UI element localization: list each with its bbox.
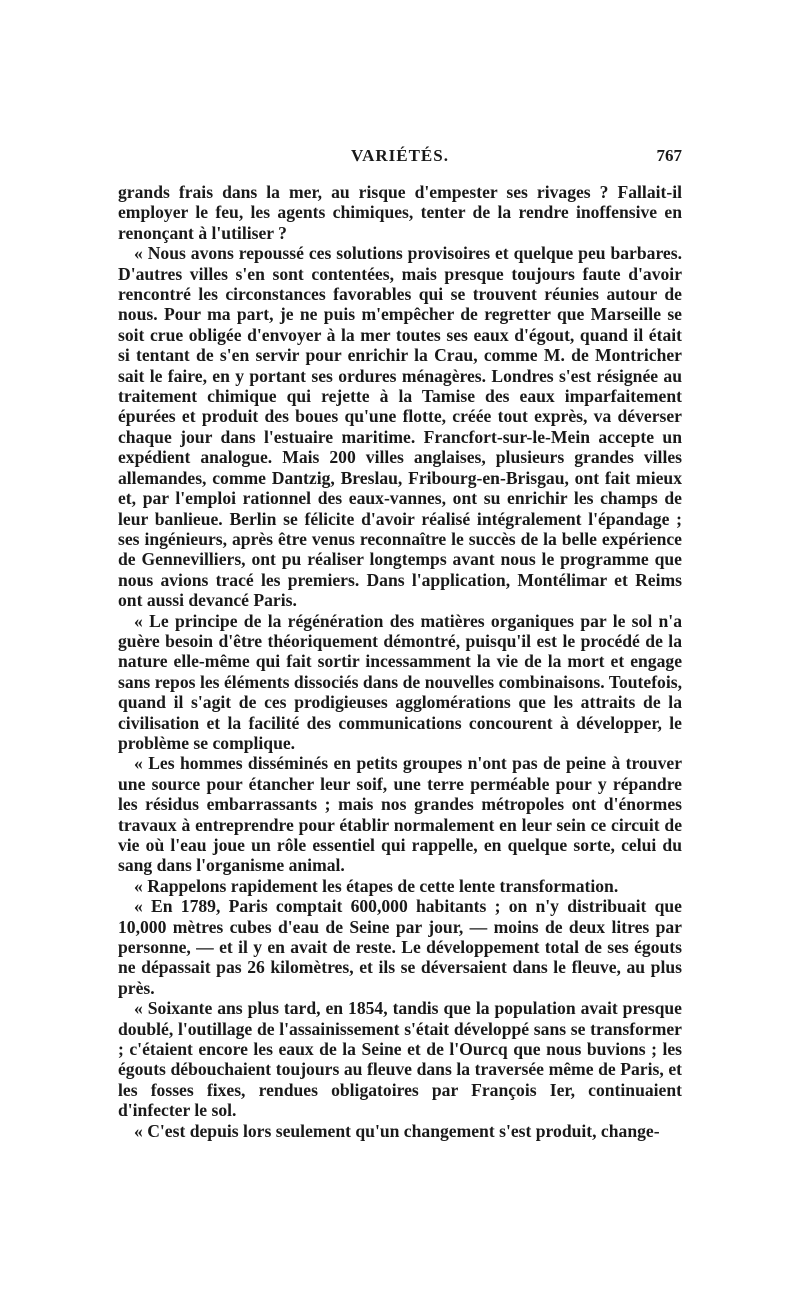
body-text xyxy=(118,182,682,1141)
paragraph-6: « En 1789, Paris comptait 600,000 habitants ; on n'y distribuait que 10,000 mètres cubes d'eau de Seine par jour, — moins de deux litres par personne, — et il y en avait de reste. Le développement total de ses égouts ne dépassait pas 26 kilomètres, et ils se déversaient dans le fleuve, au plus près. xyxy=(118,896,682,998)
running-head xyxy=(118,146,682,170)
paragraph-3: « Le principe de la régénération des matières organiques par le sol n'a guère besoin d'être théoriquement démontré, puisqu'il est le procédé de la nature elle-même qui fait sortir incessamment la vie de la mort et engage sans repos les éléments dissociés dans de nouvelles combinaisons. Toutefois, quand il s'agit de ces prodigieuses agglomérations que les attraits de la civilisation et la facilité des communications concourent à développer, le problème se complique. xyxy=(118,610,682,753)
paragraph-5: « Rappelons rapidement les étapes de cette lente transformation. xyxy=(134,875,619,896)
paragraph-8: « C'est depuis lors seulement qu'un changement s'est produit, change- xyxy=(134,1120,660,1141)
paragraph-1: grands frais dans la mer, au risque d'empester ses rivages ? Fallait-il employer le feu, les agents chimiques, tenter de la rendre inoffensive en renonçant à l'utiliser ? xyxy=(118,182,682,243)
paragraph-7: « Soixante ans plus tard, en 1854, tandis que la population avait presque doublé, l'outillage de l'assainissement s'était développé sans se transformer ; c'étaient encore les eaux de la Seine et de l'Ourcq que nous buvions ; les égouts débouchaient toujours au fleuve dans la traversée même de Paris, et les fosses fixes, rendues obligatoires par François Ier, continuaient d'infecter le sol. xyxy=(118,998,682,1121)
running-title: VARIÉTÉS. xyxy=(351,146,449,165)
paragraph-2: « Nous avons repoussé ces solutions provisoires et quelque peu barbares. D'autres villes s'en sont contentées, mais presque toujours faute d'avoir rencontré les circonstances favorables qui se trouvent réunies autour de nous. Pour ma part, je ne puis m'empêcher de regretter que Marseille se soit crue obligée d'envoyer à la mer toutes ses eaux d'égout, quand il était si tentant de s'en servir pour enrichir la Crau, comme M. de Montricher sait le faire, en y portant ses ordures ménagères. Londres s'est résignée au traitement chimique qui rejette à la Tamise des eaux imparfaitement épurées et produit des boues qu'une flotte, créée tout exprès, va déverser chaque jour dans l'estuaire maritime. Francfort-sur-le-Mein accepte un expédient analogue. Mais 200 villes anglaises, plusieurs grandes villes allemandes, comme Dantzig, Breslau, Fribourg-en-Brisgau, ont fait mieux et, par l'emploi rationnel des eaux-vannes, ont su enrichir les champs de leur banlieue. Berlin se félicite d'avoir réalisé intégralement l'épandage ; ses ingénieurs, après être venus reconnaître le succès de la belle expérience de Gennevilliers, ont pu réaliser longtemps avant nous le programme que nous avions tracé les premiers. Dans l'application, Montélimar et Reims ont aussi devancé Paris. xyxy=(118,243,682,611)
page-number: 767 xyxy=(656,146,682,165)
paragraph-4: « Les hommes disséminés en petits groupes n'ont pas de peine à trouver une source pour étancher leur soif, une terre perméable pour y répandre les résidus embarrassants ; mais nos grandes métropoles ont d'énormes travaux à entreprendre pour établir normalement en leur sein ce circuit de vie où l'eau joue un rôle essentiel qui rappelle, en quelque sorte, celui du sang dans l'organisme animal. xyxy=(118,753,682,876)
